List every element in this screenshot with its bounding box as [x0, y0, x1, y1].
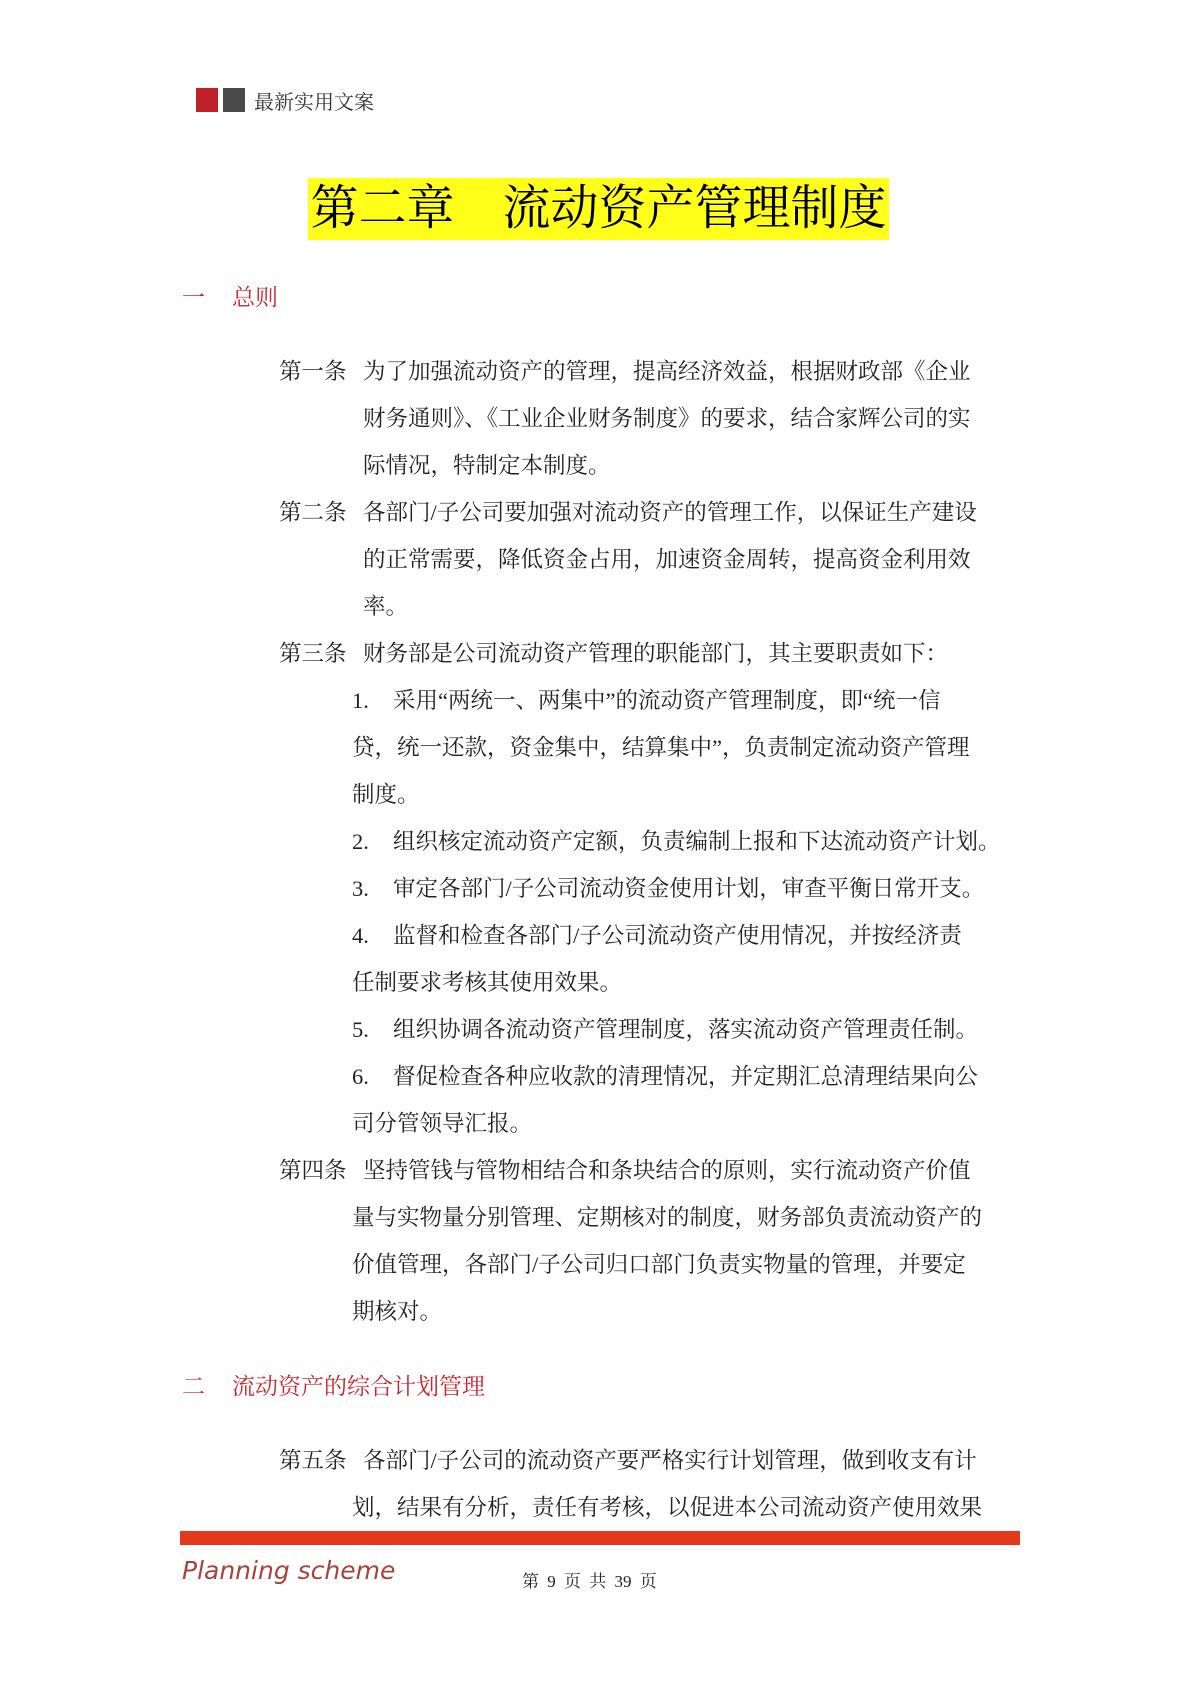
list-item-line: 采用“两统一、两集中”的流动资产管理制度，即“统一信	[393, 688, 941, 713]
article-heading: 第一条	[279, 359, 347, 384]
list-item-number: 1.	[352, 688, 369, 713]
article-line: 的正常需要，降低资金占用，加速资金周转，提高资金利用效	[363, 547, 971, 572]
page-number: 第 9 页 共 39 页	[522, 1572, 657, 1591]
list-item-number: 3.	[352, 876, 369, 901]
section-number: 一	[182, 285, 205, 310]
chapter-title: 第二章 流动资产管理制度	[308, 178, 889, 240]
article-line: 率。	[363, 594, 409, 619]
list-item-line: 制度。	[352, 782, 420, 807]
article-heading: 第四条	[279, 1158, 347, 1183]
article-heading: 第三条	[279, 641, 347, 666]
article-heading: 第二条	[279, 500, 347, 525]
list-item-line: 贷，统一还款，资金集中，结算集中”，负责制定流动资产管理	[352, 735, 970, 760]
list-item-line: 组织核定流动资产定额，负责编制上报和下达流动资产计划。	[393, 829, 1001, 854]
header-red-square	[196, 88, 218, 112]
article-line: 际情况，特制定本制度。	[363, 453, 611, 478]
header-gray-square	[223, 88, 245, 112]
list-item-number: 5.	[352, 1017, 369, 1042]
list-item-number: 6.	[352, 1064, 369, 1089]
article-line: 各部门/子公司的流动资产要严格实行计划管理，做到收支有计	[363, 1448, 977, 1473]
footer-brand: Planning scheme	[182, 1556, 396, 1585]
article-heading: 第五条	[279, 1448, 347, 1473]
list-item-line: 审定各部门/子公司流动资金使用计划，审查平衡日常开支。	[393, 876, 985, 901]
list-item-line: 组织协调各流动资产管理制度，落实流动资产管理责任制。	[393, 1017, 979, 1042]
article-line: 坚持管钱与管物相结合和条块结合的原则，实行流动资产价值	[363, 1158, 971, 1183]
list-item-line: 司分管领导汇报。	[352, 1111, 533, 1136]
footer-bar	[180, 1531, 1020, 1545]
list-item-number: 4.	[352, 923, 369, 948]
list-item-line: 任制要求考核其使用效果。	[352, 970, 623, 995]
article-line: 各部门/子公司要加强对流动资产的管理工作，以保证生产建设	[363, 500, 977, 525]
article-line: 财务部是公司流动资产管理的职能部门，其主要职责如下：	[363, 641, 949, 666]
header-text: 最新实用文案	[254, 92, 374, 114]
article-line: 价值管理，各部门/子公司归口部门负责实物量的管理，并要定	[352, 1252, 966, 1277]
article-line: 为了加强流动资产的管理，提高经济效益，根据财政部《企业	[363, 359, 971, 384]
article-line: 量与实物量分别管理、定期核对的制度，财务部负责流动资产的	[352, 1205, 983, 1230]
article-line: 财务通则》、《工业企业财务制度》的要求，结合家辉公司的实	[363, 406, 971, 431]
section-label: 总则	[232, 285, 278, 310]
section-label: 流动资产的综合计划管理	[232, 1374, 485, 1399]
list-item-number: 2.	[352, 829, 369, 854]
list-item-line: 督促检查各种应收款的清理情况，并定期汇总清理结果向公	[393, 1064, 979, 1089]
list-item-line: 监督和检查各部门/子公司流动资产使用情况，并按经济责	[393, 923, 962, 948]
article-line: 期核对。	[352, 1299, 443, 1324]
section-number: 二	[182, 1374, 205, 1399]
article-line: 划，结果有分析，责任有考核，以促进本公司流动资产使用效果	[352, 1495, 983, 1520]
